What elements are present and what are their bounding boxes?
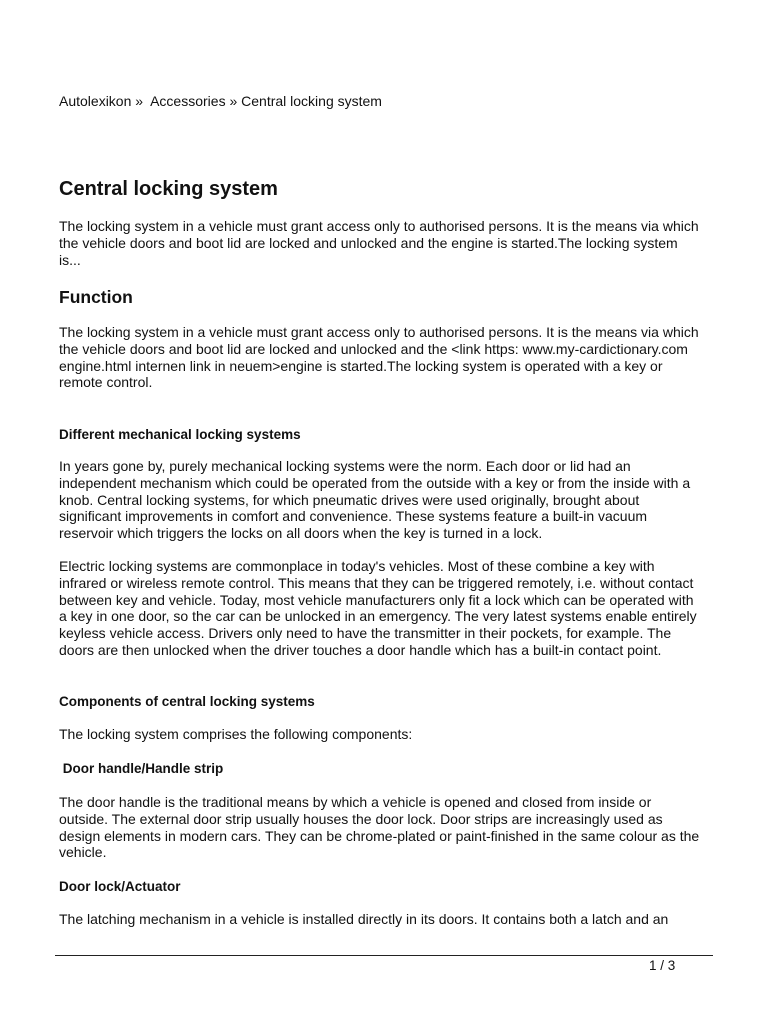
breadcrumb-link-autolexikon[interactable]: Autolexikon — [59, 93, 132, 109]
components-heading: Components of central locking systems — [59, 694, 315, 709]
intro-paragraph: The locking system in a vehicle must grant access only to authorised persons. It is the means via which the vehicle doors and boot lid are locked and unlocked and the engine is started.The locking system is... — [59, 218, 699, 268]
breadcrumb-separator: » — [135, 93, 144, 109]
breadcrumb-current: Central locking system — [241, 93, 382, 109]
door-handle-paragraph: The door handle is the traditional means by which a vehicle is opened and closed from inside or outside. The external door strip usually houses the door lock. Door strips are increasingly used as design elements in modern cars. They can be chrome-plated or paint-finished in the same colour as the vehicle. — [59, 794, 700, 861]
door-handle-heading: Door handle/Handle strip — [59, 761, 224, 776]
page-number: 1 / 3 — [649, 958, 676, 973]
page-title: Central locking system — [59, 178, 278, 200]
door-lock-heading: Door lock/Actuator — [59, 879, 181, 894]
function-paragraph: The locking system in a vehicle must grant access only to authorised persons. It is the means via which the vehicle doors and boot lid are locked and unlocked and the <link https: www.my-cardictionary.com engine.html internen link in neuem>engine is started.The locking system is operated with a key or remote control. — [59, 324, 699, 391]
mechanical-locking-paragraph-2: Electric locking systems are commonplace in today's vehicles. Most of these combine a key with infrared or wireless remote control. This means that they can be triggered remotely, i.e. without contact between key and vehicle. Today, most vehicle manufacturers only fit a lock which can be operated with a key in one door, so the car can be unlocked in an emergency. The very latest systems enable entirely keyless vehicle access. Drivers only need to have the transmitter in their pockets, for example. The doors are then unlocked when the driver touches a door handle which has a built-in contact point. — [59, 558, 697, 658]
breadcrumb — [59, 93, 382, 110]
breadcrumb-separator: » — [229, 93, 238, 109]
mechanical-locking-paragraph-1: In years gone by, purely mechanical locking systems were the norm. Each door or lid had an independent mechanism which could be operated from the outside with a key or from the inside with a knob. Central locking systems, for which pneumatic drives were used originally, brought about significant improvements in comfort and convenience. These systems feature a built-in vacuum reservoir which triggers the locks on all doors when the key is turned in a lock. — [59, 458, 691, 542]
footer-divider — [55, 955, 713, 956]
door-lock-paragraph: The latching mechanism in a vehicle is installed directly in its doors. It contains both a latch and an — [59, 911, 669, 927]
mechanical-locking-heading: Different mechanical locking systems — [59, 427, 301, 442]
breadcrumb-link-accessories[interactable]: Accessories — [150, 93, 226, 109]
function-heading: Function — [59, 287, 133, 307]
components-intro: The locking system comprises the following components: — [59, 726, 413, 742]
